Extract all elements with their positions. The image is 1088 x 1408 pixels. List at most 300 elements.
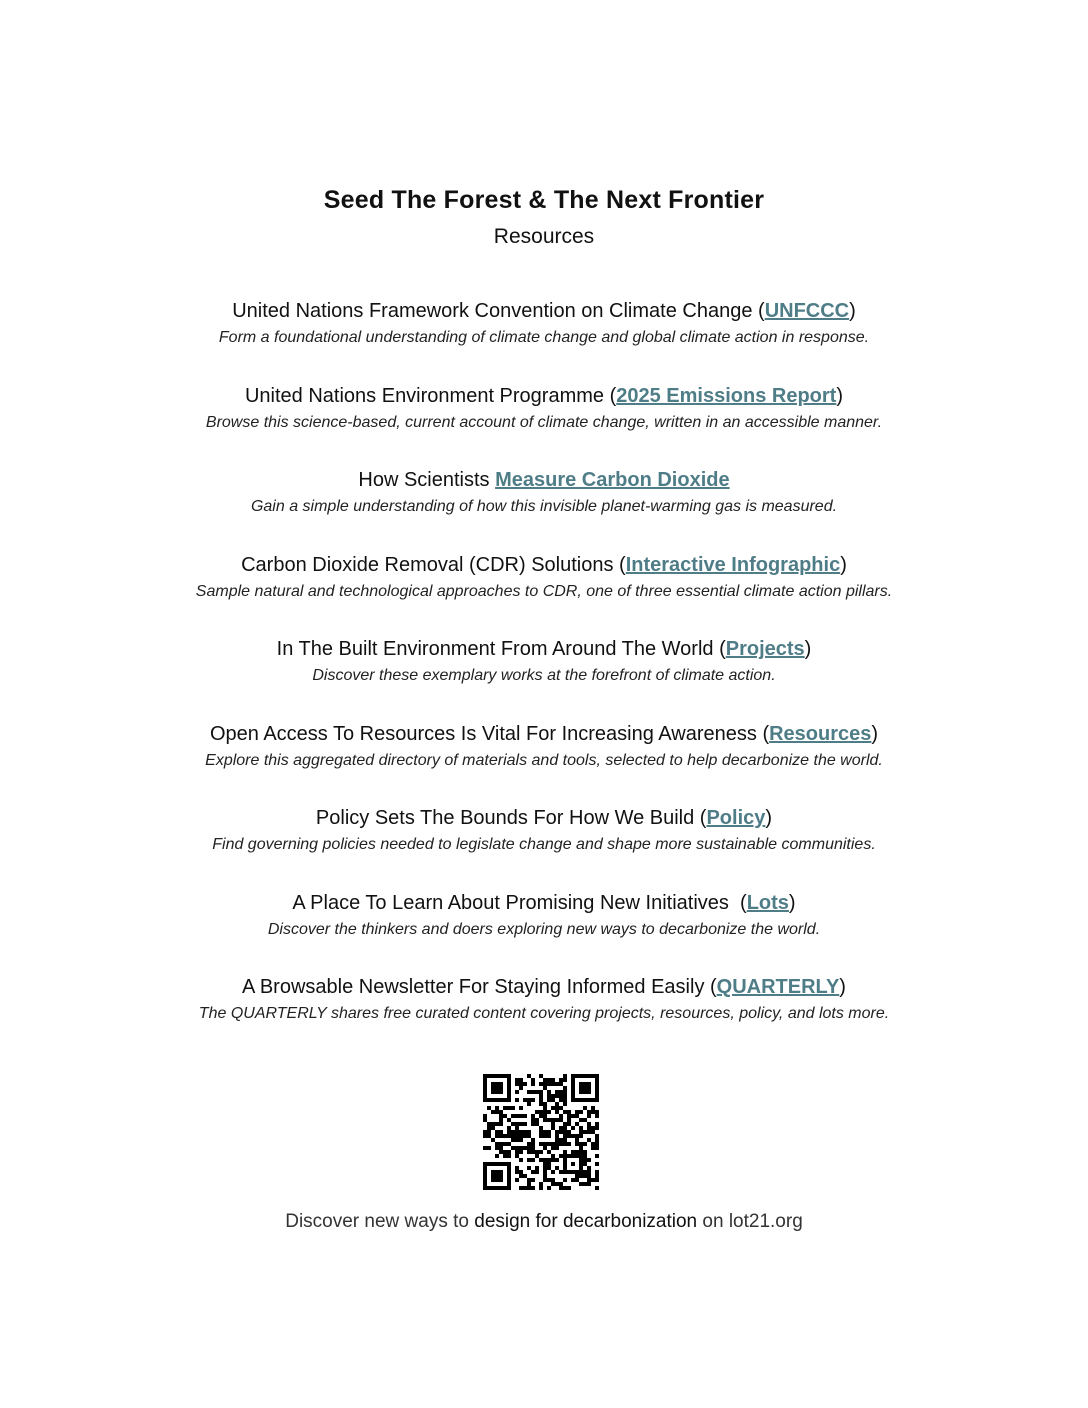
qr-module	[563, 1170, 567, 1174]
qr-module	[531, 1082, 535, 1086]
qr-module	[575, 1150, 579, 1154]
qr-module	[507, 1154, 511, 1158]
qr-module	[555, 1166, 559, 1170]
qr-module	[543, 1110, 547, 1114]
qr-module	[579, 1170, 583, 1174]
resource-entry-unfccc	[0, 298, 1088, 349]
qr-module	[499, 1142, 503, 1146]
qr-module	[487, 1186, 491, 1190]
qr-module	[563, 1142, 567, 1146]
qr-module	[563, 1158, 567, 1162]
resource-entry-cdr	[0, 552, 1088, 603]
qr-module	[519, 1122, 523, 1126]
qr-module	[571, 1114, 575, 1118]
qr-module	[595, 1122, 599, 1126]
qr-module	[563, 1166, 567, 1170]
qr-module	[563, 1090, 567, 1094]
qr-module	[503, 1106, 507, 1110]
qr-module	[539, 1134, 543, 1138]
qr-module	[495, 1074, 499, 1078]
qr-module	[535, 1118, 539, 1122]
entry-description: Explore this aggregated directory of materials and tools, selected to help decarbonize the world.	[205, 752, 883, 769]
qr-module	[591, 1098, 595, 1102]
qr-module	[511, 1114, 515, 1118]
qr-module	[495, 1146, 499, 1150]
qr-module	[551, 1122, 555, 1126]
qr-module	[559, 1186, 563, 1190]
qr-module	[559, 1094, 563, 1098]
entry-heading-text: How Scientists	[358, 469, 496, 491]
qr-module	[491, 1074, 495, 1078]
qr-module	[519, 1082, 523, 1086]
qr-module	[579, 1158, 583, 1162]
qr-module	[587, 1098, 591, 1102]
qr-module	[527, 1182, 531, 1186]
qr-module	[515, 1090, 519, 1094]
qr-module	[579, 1082, 583, 1086]
qr-module	[575, 1170, 579, 1174]
qr-module	[515, 1098, 519, 1102]
qr-module	[531, 1090, 535, 1094]
resource-entry-resources	[0, 721, 1088, 772]
qr-module	[507, 1178, 511, 1182]
qr-module	[575, 1178, 579, 1182]
qr-module	[583, 1150, 587, 1154]
resource-entry-projects	[0, 636, 1088, 687]
qr-module	[499, 1186, 503, 1190]
qr-module	[587, 1170, 591, 1174]
qr-module	[587, 1074, 591, 1078]
qr-module	[547, 1110, 551, 1114]
link-lots[interactable]: Lots	[746, 892, 789, 914]
qr-module	[551, 1178, 555, 1182]
qr-module	[531, 1122, 535, 1126]
qr-module	[587, 1126, 591, 1130]
qr-module	[559, 1130, 563, 1134]
qr-module	[595, 1082, 599, 1086]
qr-module	[495, 1086, 499, 1090]
qr-module	[595, 1134, 599, 1138]
qr-module	[547, 1142, 551, 1146]
qr-module	[495, 1154, 499, 1158]
qr-module	[555, 1142, 559, 1146]
qr-module	[491, 1086, 495, 1090]
qr-module	[595, 1094, 599, 1098]
qr-module	[531, 1170, 535, 1174]
qr-module	[527, 1134, 531, 1138]
qr-module	[543, 1102, 547, 1106]
qr-module	[583, 1162, 587, 1166]
qr-module	[503, 1150, 507, 1154]
qr-module	[499, 1098, 503, 1102]
qr-module	[543, 1118, 547, 1122]
qr-module	[591, 1074, 595, 1078]
qr-module	[519, 1130, 523, 1134]
qr-module	[567, 1122, 571, 1126]
entry-heading-text: United Nations Framework Convention on Climate Change (	[232, 300, 765, 322]
qr-module	[595, 1142, 599, 1146]
qr-module	[587, 1182, 591, 1186]
qr-module	[515, 1170, 519, 1174]
qr-module	[543, 1162, 547, 1166]
qr-module	[555, 1134, 559, 1138]
entry-description: Browse this science-based, current account of climate change, written in an accessible manner.	[205, 414, 883, 431]
qr-module	[531, 1118, 535, 1122]
qr-code-icon[interactable]	[483, 1074, 599, 1190]
qr-module	[515, 1178, 519, 1182]
qr-module	[491, 1162, 495, 1166]
qr-module	[579, 1182, 583, 1186]
qr-module	[503, 1142, 507, 1146]
qr-module	[571, 1078, 575, 1082]
qr-module	[527, 1166, 531, 1170]
qr-module	[559, 1126, 563, 1130]
qr-module	[591, 1126, 595, 1130]
qr-module	[579, 1110, 583, 1114]
resource-entry-unep	[0, 383, 1088, 434]
qr-module	[543, 1134, 547, 1138]
qr-module	[547, 1158, 551, 1162]
qr-module	[587, 1178, 591, 1182]
qr-module	[483, 1098, 487, 1102]
entry-heading	[0, 636, 1088, 662]
qr-module	[579, 1126, 583, 1130]
qr-module	[491, 1174, 495, 1178]
qr-module	[503, 1074, 507, 1078]
qr-module	[519, 1138, 523, 1142]
qr-module	[583, 1074, 587, 1078]
qr-module	[519, 1078, 523, 1082]
qr-module	[587, 1082, 591, 1086]
entry-heading	[0, 721, 1088, 747]
entry-heading	[0, 805, 1088, 831]
qr-module	[531, 1186, 535, 1190]
entry-heading	[0, 383, 1088, 409]
qr-module	[595, 1146, 599, 1150]
link-interactive-infographic[interactable]: Interactive Infographic	[625, 554, 841, 576]
qr-module	[579, 1074, 583, 1078]
qr-module	[499, 1086, 503, 1090]
qr-module	[567, 1114, 571, 1118]
qr-module	[527, 1150, 531, 1154]
qr-module	[575, 1138, 579, 1142]
qr-module	[587, 1110, 591, 1114]
qr-module	[483, 1182, 487, 1186]
qr-module	[503, 1162, 507, 1166]
qr-module	[487, 1162, 491, 1166]
qr-module	[483, 1090, 487, 1094]
qr-module	[595, 1098, 599, 1102]
qr-module	[543, 1158, 547, 1162]
qr-module	[507, 1186, 511, 1190]
qr-module	[499, 1074, 503, 1078]
qr-module	[539, 1102, 543, 1106]
qr-module	[499, 1146, 503, 1150]
qr-module	[519, 1134, 523, 1138]
qr-module	[543, 1086, 547, 1090]
qr-module	[535, 1110, 539, 1114]
qr-module	[487, 1106, 491, 1110]
qr-module	[547, 1134, 551, 1138]
qr-module	[515, 1146, 519, 1150]
qr-module	[527, 1158, 531, 1162]
qr-module	[487, 1130, 491, 1134]
qr-module	[559, 1114, 563, 1118]
qr-module	[591, 1178, 595, 1182]
qr-module	[535, 1150, 539, 1154]
qr-module	[507, 1086, 511, 1090]
qr-module	[499, 1114, 503, 1118]
qr-module	[571, 1154, 575, 1158]
qr-module	[579, 1118, 583, 1122]
qr-module	[571, 1094, 575, 1098]
qr-module	[531, 1114, 535, 1118]
qr-module	[555, 1130, 559, 1134]
qr-module	[507, 1118, 511, 1122]
qr-module	[535, 1122, 539, 1126]
qr-module	[547, 1118, 551, 1122]
qr-module	[483, 1074, 487, 1078]
qr-module	[539, 1150, 543, 1154]
qr-module	[483, 1146, 487, 1150]
qr-module	[539, 1090, 543, 1094]
qr-module	[503, 1114, 507, 1118]
qr-module	[491, 1178, 495, 1182]
qr-module	[559, 1090, 563, 1094]
link-quarterly[interactable]: QUARTERLY	[716, 976, 840, 998]
qr-module	[591, 1142, 595, 1146]
qr-module	[571, 1170, 575, 1174]
qr-module	[563, 1150, 567, 1154]
qr-module	[527, 1074, 531, 1078]
qr-module	[495, 1082, 499, 1086]
qr-module	[547, 1162, 551, 1166]
qr-module	[515, 1114, 519, 1118]
entry-heading-suffix: )	[836, 385, 844, 407]
qr-module	[551, 1082, 555, 1086]
qr-module	[507, 1090, 511, 1094]
qr-module	[535, 1170, 539, 1174]
qr-module	[487, 1098, 491, 1102]
qr-module	[499, 1162, 503, 1166]
qr-module	[575, 1174, 579, 1178]
qr-module	[519, 1106, 523, 1110]
qr-module	[499, 1082, 503, 1086]
qr-module	[483, 1178, 487, 1182]
qr-module	[523, 1186, 527, 1190]
qr-module	[555, 1118, 559, 1122]
qr-module	[543, 1082, 547, 1086]
qr-module	[495, 1130, 499, 1134]
qr-module	[567, 1110, 571, 1114]
qr-module	[507, 1162, 511, 1166]
qr-module	[543, 1166, 547, 1170]
qr-module	[579, 1146, 583, 1150]
qr-module	[487, 1074, 491, 1078]
qr-module	[531, 1078, 535, 1082]
qr-module	[571, 1074, 575, 1078]
entry-description: Sample natural and technological approaches to CDR, one of three essential climate action pillars.	[195, 583, 893, 600]
qr-module	[491, 1186, 495, 1190]
qr-module	[507, 1126, 511, 1130]
qr-module	[583, 1082, 587, 1086]
qr-module	[567, 1154, 571, 1158]
qr-module	[507, 1170, 511, 1174]
qr-module	[539, 1098, 543, 1102]
qr-module	[587, 1158, 591, 1162]
qr-module	[559, 1078, 563, 1082]
qr-module	[507, 1174, 511, 1178]
qr-module	[579, 1162, 583, 1166]
qr-module	[527, 1098, 531, 1102]
qr-module	[495, 1098, 499, 1102]
qr-module	[487, 1134, 491, 1138]
qr-module	[583, 1130, 587, 1134]
qr-module	[507, 1150, 511, 1154]
qr-module	[571, 1086, 575, 1090]
qr-module	[507, 1074, 511, 1078]
link-policy[interactable]: Policy	[706, 807, 766, 829]
qr-module	[575, 1110, 579, 1114]
entry-description: Find governing policies needed to legislate change and shape more sustainable communities.	[212, 836, 876, 853]
qr-module	[507, 1130, 511, 1134]
qr-module	[499, 1122, 503, 1126]
qr-module	[515, 1138, 519, 1142]
entry-heading	[0, 467, 1088, 493]
qr-module	[579, 1150, 583, 1154]
qr-module	[559, 1118, 563, 1122]
qr-module	[587, 1114, 591, 1118]
qr-module	[515, 1122, 519, 1126]
qr-module	[491, 1170, 495, 1174]
qr-module	[555, 1146, 559, 1150]
qr-module	[555, 1090, 559, 1094]
qr-module	[483, 1186, 487, 1190]
qr-module	[527, 1142, 531, 1146]
qr-module	[519, 1146, 523, 1150]
qr-module	[547, 1150, 551, 1154]
qr-module	[587, 1086, 591, 1090]
qr-module	[499, 1134, 503, 1138]
entry-heading-suffix: )	[765, 807, 773, 829]
qr-module	[571, 1090, 575, 1094]
qr-module	[583, 1142, 587, 1146]
qr-module	[515, 1082, 519, 1086]
qr-module	[547, 1166, 551, 1170]
link-emissions-report[interactable]: 2025 Emissions Report	[616, 385, 837, 407]
entry-description: Gain a simple understanding of how this invisible planet-warming gas is measured.	[250, 498, 838, 515]
qr-module	[571, 1098, 575, 1102]
qr-module	[495, 1090, 499, 1094]
qr-module	[579, 1174, 583, 1178]
qr-module	[523, 1082, 527, 1086]
qr-module	[547, 1130, 551, 1134]
qr-module	[495, 1134, 499, 1138]
link-resources[interactable]: Resources	[769, 723, 872, 745]
qr-module	[539, 1130, 543, 1134]
qr-module	[507, 1142, 511, 1146]
qr-module	[547, 1186, 551, 1190]
qr-module	[555, 1102, 559, 1106]
entry-description: Discover these exemplary works at the forefront of climate action.	[312, 667, 776, 684]
qr-module	[595, 1138, 599, 1142]
qr-module	[523, 1174, 527, 1178]
qr-module	[563, 1138, 567, 1142]
qr-module	[559, 1142, 563, 1146]
qr-module	[559, 1138, 563, 1142]
qr-module	[567, 1118, 571, 1122]
qr-module	[547, 1090, 551, 1094]
qr-module	[587, 1138, 591, 1142]
qr-module	[523, 1114, 527, 1118]
qr-module	[575, 1134, 579, 1138]
entry-heading-text: United Nations Environment Programme (	[244, 385, 617, 407]
qr-module	[531, 1146, 535, 1150]
qr-module	[495, 1162, 499, 1166]
qr-module	[595, 1110, 599, 1114]
qr-module	[483, 1134, 487, 1138]
qr-module	[507, 1098, 511, 1102]
qr-module	[579, 1166, 583, 1170]
qr-module	[547, 1098, 551, 1102]
qr-module	[523, 1098, 527, 1102]
qr-module	[579, 1090, 583, 1094]
qr-module	[511, 1146, 515, 1150]
qr-module	[511, 1122, 515, 1126]
qr-module	[555, 1182, 559, 1186]
link-measure-carbon-dioxide[interactable]: Measure Carbon Dioxide	[495, 469, 730, 491]
entry-heading-suffix: )	[804, 638, 812, 660]
qr-module	[579, 1086, 583, 1090]
qr-module	[543, 1170, 547, 1174]
qr-module	[527, 1130, 531, 1134]
qr-module	[495, 1170, 499, 1174]
qr-module	[571, 1178, 575, 1182]
qr-module	[579, 1134, 583, 1138]
qr-module	[539, 1182, 543, 1186]
qr-module	[551, 1182, 555, 1186]
qr-module	[507, 1082, 511, 1086]
qr-module	[515, 1126, 519, 1130]
qr-module	[515, 1078, 519, 1082]
qr-module	[519, 1150, 523, 1154]
qr-module	[499, 1110, 503, 1114]
qr-module	[531, 1098, 535, 1102]
qr-module	[503, 1154, 507, 1158]
qr-module	[595, 1086, 599, 1090]
qr-module	[571, 1134, 575, 1138]
entry-heading-suffix: )	[839, 976, 846, 998]
link-unfccc[interactable]: UNFCCC	[764, 300, 850, 322]
qr-module	[595, 1162, 599, 1166]
qr-module	[539, 1142, 543, 1146]
qr-module	[571, 1150, 575, 1154]
qr-module	[543, 1078, 547, 1082]
qr-module	[551, 1118, 555, 1122]
link-projects[interactable]: Projects	[725, 638, 805, 660]
qr-module	[515, 1130, 519, 1134]
entry-heading-text: Carbon Dioxide Removal (CDR) Solutions (	[241, 554, 626, 576]
qr-module	[515, 1166, 519, 1170]
qr-module	[583, 1106, 587, 1110]
entry-description: Discover the thinkers and doers exploring new ways to decarbonize the world.	[267, 921, 821, 938]
entry-heading	[0, 552, 1088, 578]
qr-module	[511, 1138, 515, 1142]
qr-module	[575, 1114, 579, 1118]
qr-module	[551, 1154, 555, 1158]
qr-module	[527, 1186, 531, 1190]
qr-module	[507, 1078, 511, 1082]
